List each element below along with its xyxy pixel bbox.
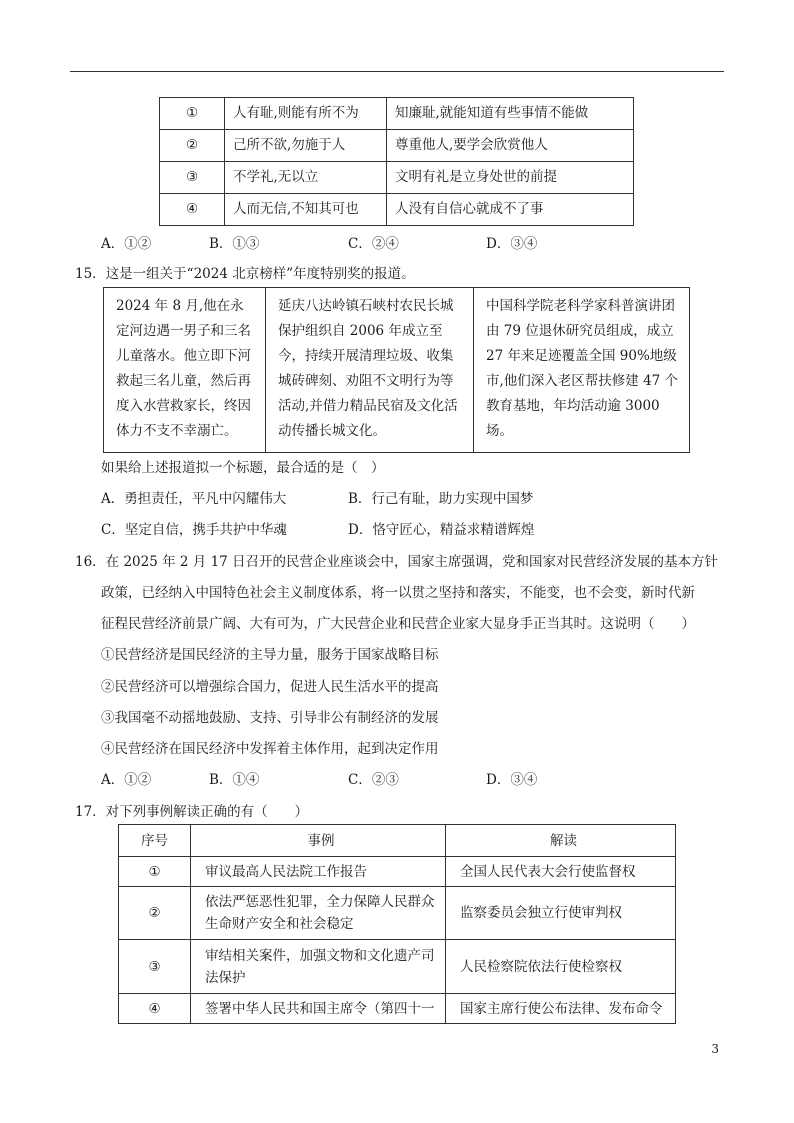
- column-header: 序号: [119, 825, 191, 857]
- option-c[interactable]: C．②④: [348, 236, 399, 252]
- table-row: [160, 130, 634, 162]
- option-d[interactable]: D．恪守匠心，精益求精谱辉煌: [348, 522, 535, 538]
- quote-cell: 人而无信,不知其可也: [225, 194, 387, 226]
- q16-stem-line: 征程民营经济前景广阔、大有可为，广大民营企业和民营企业家大显身手正当其时。这说明（ ）: [101, 616, 695, 632]
- q16-item: ①民营经济是国民经济的主导力量，服务于国家战略目标: [101, 647, 439, 663]
- q15-report-table: [103, 287, 690, 453]
- option-c[interactable]: C．坚定自信，携手共护中华魂: [101, 522, 287, 538]
- q15-stem: 15．这是一组关于“2024 北京榜样”年度特别奖的报道。: [75, 266, 415, 282]
- interpretation-cell: 文明有礼是立身处世的前提: [387, 162, 634, 194]
- row-number: ①: [160, 98, 225, 130]
- table-row: [160, 98, 634, 130]
- interpretation-cell: 尊重他人,要学会欣赏他人: [387, 130, 634, 162]
- option-b[interactable]: B．行己有耻，助力实现中国梦: [348, 491, 534, 507]
- table-a: [159, 97, 634, 226]
- row-number: ③: [160, 162, 225, 194]
- q14-options: [101, 232, 701, 252]
- page-number: 3: [711, 1042, 719, 1056]
- column-header: 事例: [191, 825, 446, 857]
- row-number: ②: [119, 887, 191, 940]
- column-header: 解读: [446, 825, 676, 857]
- option-d[interactable]: D．③④: [486, 236, 538, 252]
- interpretation-cell: 监察委员会独立行使审判权: [446, 887, 676, 940]
- quote-cell: 不学礼,无以立: [225, 162, 387, 194]
- table-row: [119, 887, 676, 940]
- q15-options-row2: [101, 518, 701, 538]
- table-row: [160, 194, 634, 226]
- q15-options: [101, 487, 701, 507]
- interpretation-cell: 知廉耻,就能知道有些事情不能做: [387, 98, 634, 130]
- interpretation-cell: 人民检察院依法行使检察权: [446, 940, 676, 994]
- option-a[interactable]: A．①②: [101, 772, 152, 788]
- case-cell: 依法严惩恶性犯罪，全力保障人民群众生命财产安全和社会稳定: [191, 887, 446, 940]
- quote-cell: 人有耻,则能有所不为: [225, 98, 387, 130]
- report-cell: 2024 年 8 月,他在永定河边遇一男子和三名儿童落水。他立即下河救起三名儿童，然后再度入水营救家长，终因体力不支不幸溺亡。: [104, 288, 266, 453]
- interpretation-cell: 人没有自信心就成不了事: [387, 194, 634, 226]
- report-cell: 延庆八达岭镇石峡村农民长城保护组织自 2006 年成立至今，持续开展清理垃圾、收集城砖碑刻、劝阻不文明行为等活动,并借力精品民宿及文化活动传播长城文化。: [266, 288, 474, 453]
- q17-table: [118, 824, 676, 1024]
- q16-item: ④民营经济在国民经济中发挥着主体作用，起到决定作用: [101, 741, 439, 757]
- table-header-row: [119, 825, 676, 857]
- row-number: ①: [119, 857, 191, 887]
- row-number: ③: [119, 940, 191, 994]
- q16-stem-line: 政策，已经纳入中国特色社会主义制度体系，将一以贯之坚持和落实，不能变，也不会变，新时代新: [101, 585, 695, 601]
- case-cell: 审结相关案件，加强文物和文化遗产司法保护: [191, 940, 446, 994]
- table-row: [119, 857, 676, 887]
- table-row: [104, 288, 690, 453]
- table-row: [119, 994, 676, 1024]
- option-b[interactable]: B．①④: [209, 772, 260, 788]
- quote-cell: 己所不欲,勿施于人: [225, 130, 387, 162]
- option-c[interactable]: C．②③: [348, 772, 399, 788]
- table-row: [160, 162, 634, 194]
- q16-item: ②民营经济可以增强综合国力，促进人民生活水平的提高: [101, 679, 439, 695]
- q15-question: 如果给上述报道拟一个标题，最合适的是（ ）: [101, 460, 385, 476]
- row-number: ④: [119, 994, 191, 1024]
- interpretation-cell: 全国人民代表大会行使监督权: [446, 857, 676, 887]
- option-d[interactable]: D．③④: [486, 772, 538, 788]
- header-rule: [70, 71, 724, 72]
- q17-stem: 17．对下列事例解读正确的有（ ）: [75, 804, 309, 820]
- report-cell: 中国科学院老科学家科普演讲团由 79 位退休研究员组成，成立 27 年来足迹覆盖全国 90%地级市,他们深入老区帮扶修建 47 个教育基地，年均活动逾 3000 场。: [474, 288, 690, 453]
- option-a[interactable]: A．勇担责任，平凡中闪耀伟大: [101, 491, 287, 507]
- q16-stem-line: 16．在 2025 年 2 月 17 日召开的民营企业座谈会中，国家主席强调，党和国家对民营经济发展的基本方针: [75, 554, 719, 570]
- row-number: ④: [160, 194, 225, 226]
- row-number: ②: [160, 130, 225, 162]
- case-cell: 审议最高人民法院工作报告: [191, 857, 446, 887]
- q16-item: ③我国毫不动摇地鼓励、支持、引导非公有制经济的发展: [101, 710, 439, 726]
- interpretation-cell: 国家主席行使公布法律、发布命令: [446, 994, 676, 1024]
- case-cell: 签署中华人民共和国主席令（第四十一: [191, 994, 446, 1024]
- option-b[interactable]: B．①③: [209, 236, 260, 252]
- table-row: [119, 940, 676, 994]
- option-a[interactable]: A．①②: [101, 236, 152, 252]
- q16-options: [101, 768, 701, 788]
